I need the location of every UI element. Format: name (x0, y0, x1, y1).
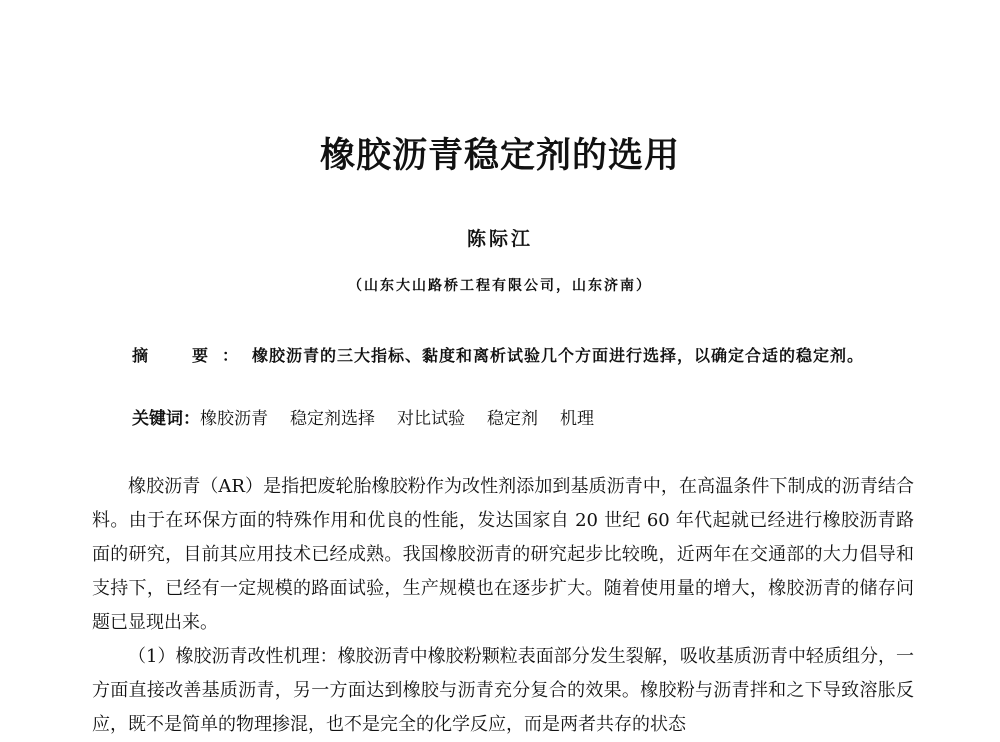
abstract-label: 摘 要： (132, 346, 253, 365)
keyword: 橡胶沥青 (200, 409, 268, 429)
keyword: 对比试验 (397, 409, 465, 429)
keywords (132, 404, 892, 434)
author-affiliation: （山东大山路桥工程有限公司，山东济南） (348, 278, 652, 294)
paper-title: 橡胶沥青稳定剂的选用 (319, 135, 680, 176)
keyword: 稳定剂 (487, 409, 538, 429)
body-paragraph: 橡胶沥青（AR）是指把废轮胎橡胶粉作为改性剂添加到基质沥青中，在高温条件下制成的沥青结合料。由于在环保方面的特殊作用和优良的性能，发达国家自 20 世纪 60 年代起就已经进行橡胶沥青路面的研究，目前其应用技术已经成熟。我国橡胶沥青的研究起步比较晚，近两年在交通部的大力倡导和支持下，已经有一定规模的路面试验，生产规模也在逐步扩大。随着使用量的增大，橡胶沥青的储存问题已显现出来。 (92, 476, 914, 633)
keyword: 稳定剂选择 (290, 409, 375, 429)
body-paragraph: （1）橡胶沥青改性机理：橡胶沥青中橡胶粉颗粒表面部分发生裂解，吸收基质沥青中轻质组分，一方面直接改善基质沥青，另一方面达到橡胶与沥青充分复合的效果。橡胶粉与沥青拌和之下导致溶胀反应，既不是简单的物理掺混，也不是完全的化学反应，而是两者共存的状态 (92, 646, 914, 735)
body-text (92, 470, 914, 742)
abstract-text: 橡胶沥青的三大指标、黏度和离析试验几个方面进行选择，以确定合适的稳定剂。 (252, 346, 865, 365)
keyword: 机理 (560, 409, 594, 429)
author-name: 陈际江 (466, 228, 533, 250)
abstract (132, 341, 872, 371)
keywords-label: 关键词： (132, 409, 200, 429)
